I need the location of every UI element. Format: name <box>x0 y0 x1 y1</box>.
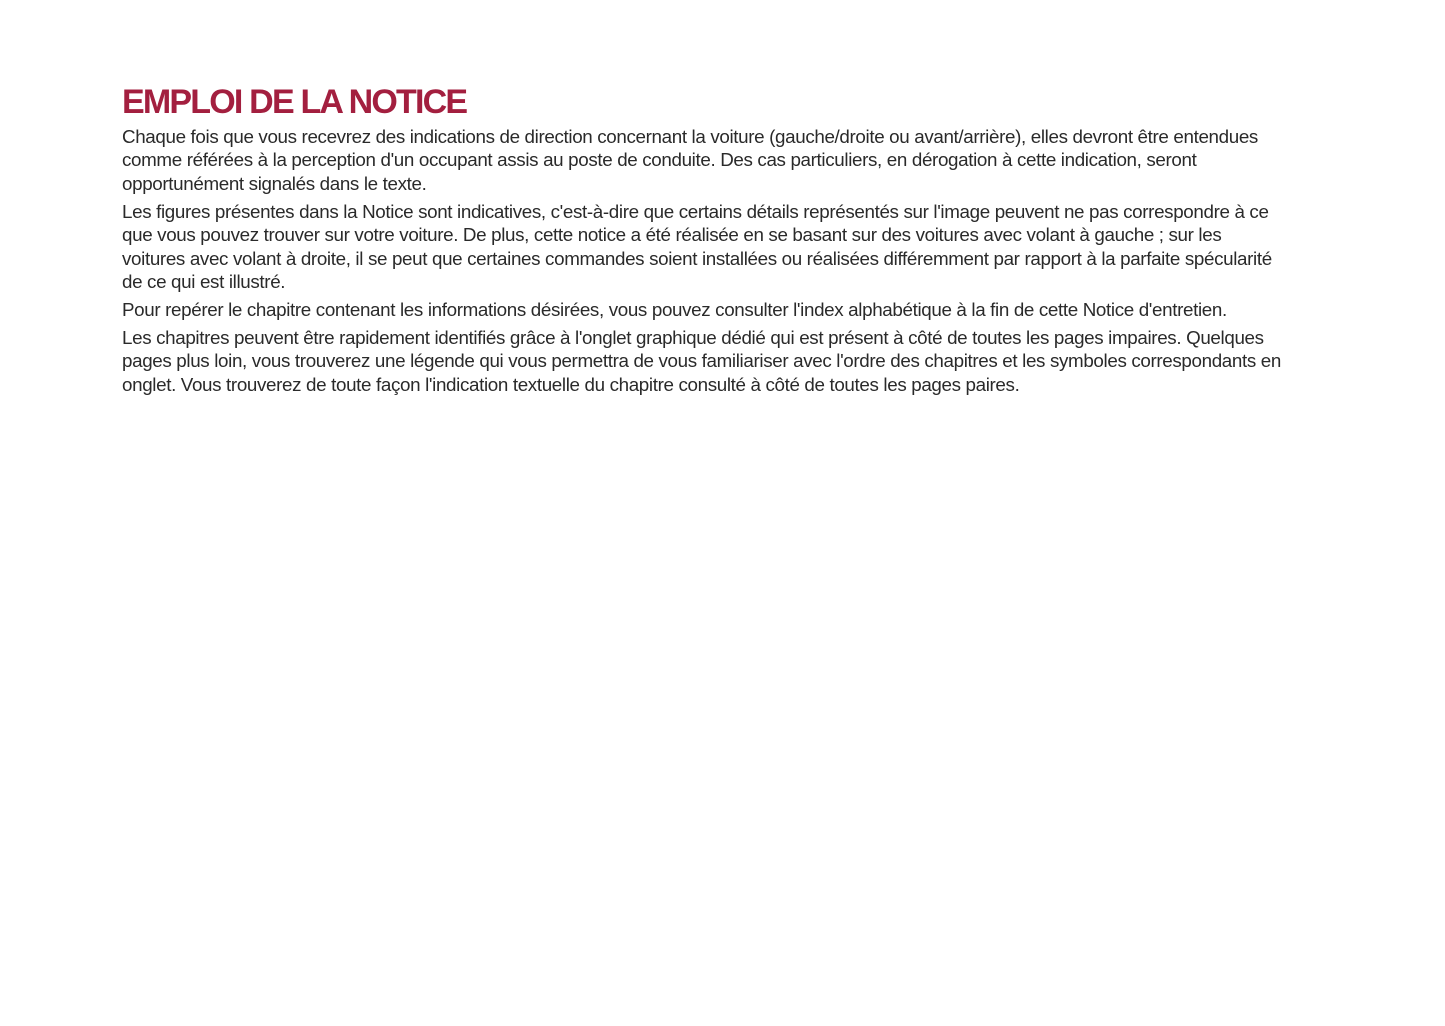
document-page <box>122 82 1282 400</box>
paragraph-directions: Chaque fois que vous recevrez des indications de direction concernant la voiture (gauche/droite ou avant/arrière), elles devront être entendues comme référées à la perception d'un occupant assis au poste de conduite. Des cas particuliers, en dérogation à cette indication, seront opportunément signalés dans le texte. <box>122 126 1258 194</box>
paragraph-index: Pour repérer le chapitre contenant les informations désirées, vous pouvez consulter l'index alphabétique à la fin de cette Notice d'entretien. <box>122 298 1227 320</box>
paragraph-chapters: Les chapitres peuvent être rapidement identifiés grâce à l'onglet graphique dédié qui est présent à côté de toutes les pages impaires. Quelques pages plus loin, vous trouverez une légende qui vous permettra de vous familiariser avec l'ordre des chapitres et les symboles correspondants en onglet. Vous trouverez de toute façon l'indication textuelle du chapitre consulté à côté de toutes les pages paires. <box>122 326 1281 395</box>
paragraph-figures: Les figures présentes dans la Notice sont indicatives, c'est-à-dire que certains détails représentés sur l'image peuvent ne pas correspondre à ce que vous pouvez trouver sur votre voiture. De plus, cette notice a été réalisée en se basant sur des voitures avec volant à gauche ; sur les voitures avec volant à droite, il se peut que certaines commandes soient installées ou réalisées différemment par rapport à la parfaite spécularité de ce qui est illustré. <box>122 200 1272 292</box>
section-title: EMPLOI DE LA NOTICE <box>122 83 467 121</box>
